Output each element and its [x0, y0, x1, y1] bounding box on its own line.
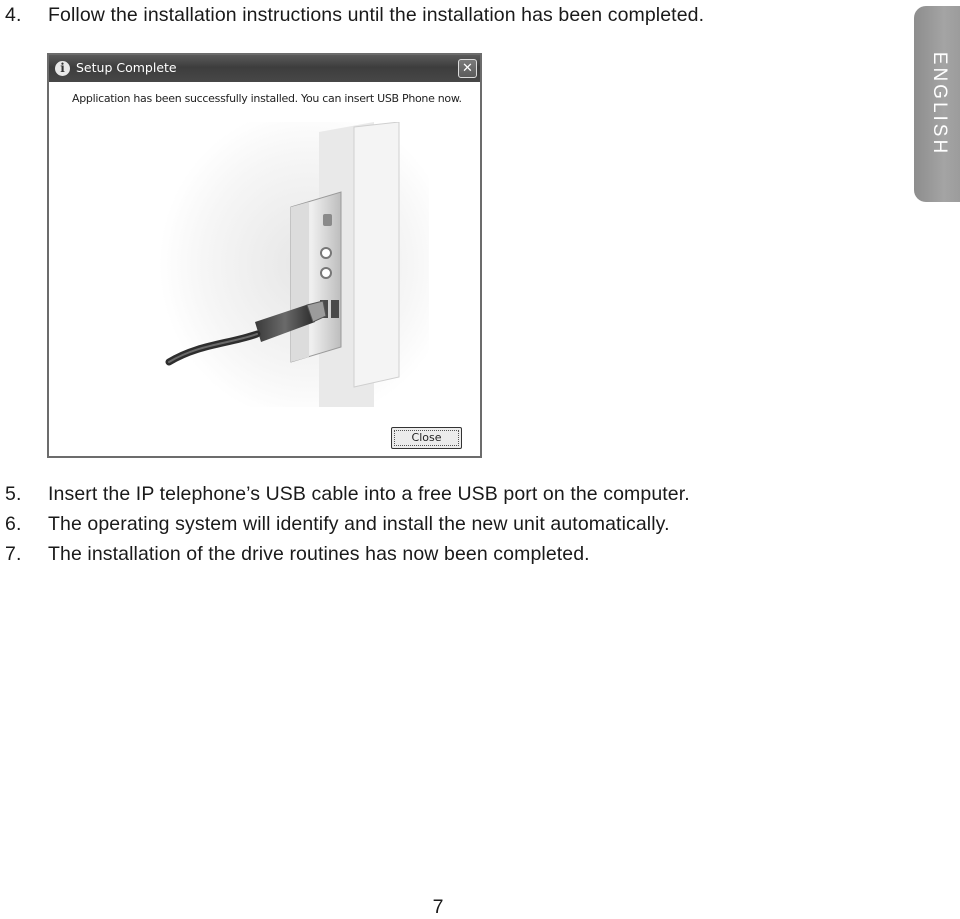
step-text: The operating system will identify and install the new unit automatically.	[48, 513, 670, 535]
close-button-label: Close	[394, 430, 459, 446]
step-text: The installation of the drive routines has now been completed.	[48, 543, 590, 565]
step-4	[5, 3, 704, 27]
dialog-title: Setup Complete	[76, 60, 177, 75]
dialog-body	[49, 82, 480, 456]
setup-complete-dialog	[47, 53, 482, 458]
step-number: 7.	[5, 543, 22, 565]
step-5	[5, 482, 690, 506]
step-text: Follow the installation instructions until the installation has been completed.	[48, 4, 705, 26]
step-6	[5, 512, 670, 536]
dialog-titlebar	[49, 55, 480, 82]
step-number: 4.	[5, 4, 22, 26]
step-7	[5, 542, 590, 566]
info-icon: i	[55, 61, 70, 76]
close-button[interactable]	[391, 427, 462, 449]
page-number: 7	[432, 896, 444, 918]
close-icon[interactable]: ✕	[458, 59, 477, 78]
step-number: 6.	[5, 513, 22, 535]
step-text: Insert the IP telephone’s USB cable into a free USB port on the computer.	[48, 483, 690, 505]
language-tab	[914, 6, 960, 202]
dialog-message: Application has been successfully installed. You can insert USB Phone now.	[72, 92, 462, 105]
step-number: 5.	[5, 483, 22, 505]
language-label: ENGLISH	[929, 51, 950, 157]
usb-port-illustration	[159, 122, 429, 407]
